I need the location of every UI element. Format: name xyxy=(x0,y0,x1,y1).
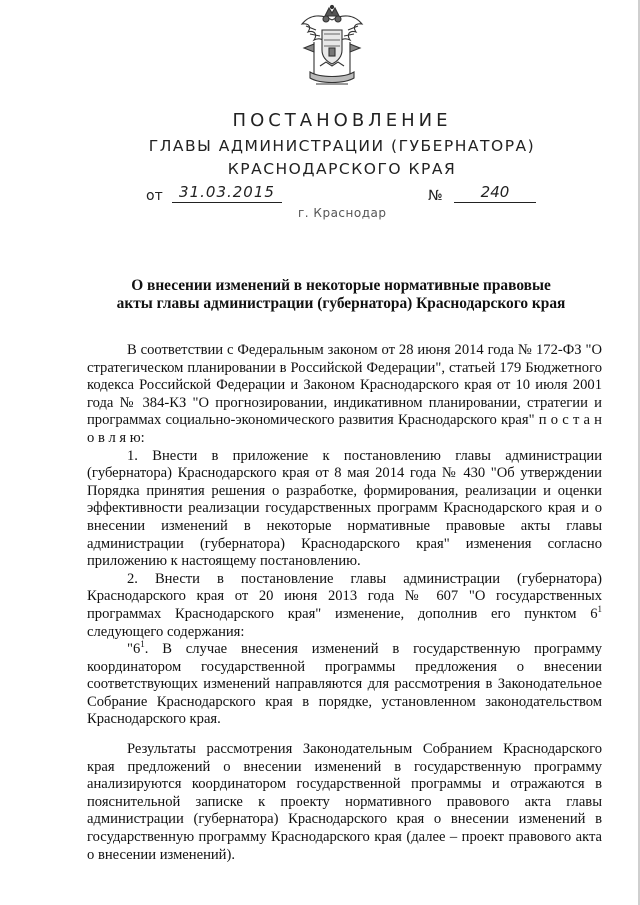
paragraph-preamble: В соответствии с Федеральным законом от 28 июня 2014 года № 172-ФЗ "О стратегическом планировании в Российской Федерации", статьей 179 Бюджетного кодекса Российской Федерации и Законом Краснодарского края от 10 июля 2001 года № 384-КЗ "О прогнозировании, индикативном планировании, стратегии и программах социально-экономического развития Краснодарского края" п о с т а н о в л я ю: xyxy=(87,342,602,446)
document-date: 31.03.2015 xyxy=(172,183,282,203)
paragraph-item-1: 1. Внести в приложение к постановлению главы администрации (губернатора) Краснодарского края от 8 мая 2014 года № 430 "Об утверждении Порядка принятия решения о разработке, формирования, реализации и оценки эффективности реализации государственных программ Краснодарского края и о внесении изменений в некоторые нормативные правовые акты главы администрации (губернатора) Краснодарского края" изменения согласно приложению к настоящему постановлению. xyxy=(87,447,602,570)
text-run: следующего содержания: xyxy=(87,623,245,640)
number-prefix: № xyxy=(428,188,443,204)
date-prefix: от xyxy=(146,188,163,204)
text-run: . В случае внесения изменений в государственную программу координатором государственной программы предложения о внесении соответствующих изменений направляются для рассмотрения в Законодательное Собрание Краснодарского края в порядке, установленном законодательством Краснодарского края. xyxy=(87,641,602,728)
document-number: 240 xyxy=(454,183,536,203)
title-line: акты главы администрации (губернатора) Краснодарского края xyxy=(116,295,566,312)
issuer-heading: ГЛАВЫ АДМИНИСТРАЦИИ (ГУБЕРНАТОРА) xyxy=(148,137,536,155)
paragraph-item-2 xyxy=(87,571,602,641)
region-heading: КРАСНОДАРСКОГО КРАЯ xyxy=(227,160,457,178)
superscript: 1 xyxy=(597,604,602,615)
city-label: г. Краснодар xyxy=(298,206,387,220)
paragraph-quote-6-1 xyxy=(87,641,602,729)
text-run: "6 xyxy=(127,641,141,658)
superscript: 1 xyxy=(140,639,145,650)
document-body xyxy=(87,342,602,864)
title-line: О внесении изменений в некоторые нормативные правовые xyxy=(131,277,551,294)
paragraph-results: Результаты рассмотрения Законодательным Собранием Краснодарского края предложений о внесении изменений в государственную программу анализируются координатором государственной программы и отражаются в пояснительной записке к проекту нормативного правового акта главы администрации (губернатора) Краснодарского края о внесении изменений в государственную программу Краснодарского края (далее – проект правового акта о внесении изменений). xyxy=(87,741,602,863)
coat-of-arms-icon xyxy=(296,4,368,90)
document-title xyxy=(88,277,594,313)
doc-type-heading: ПОСТАНОВЛЕНИЕ xyxy=(232,110,452,131)
text-run: 2. Внести в постановление главы администрации (губернатора) Краснодарского края от 20 июня 2013 года № 607 "О государственных программах Краснодарского края" изменение, дополнив его пунктом 6 xyxy=(87,570,602,622)
